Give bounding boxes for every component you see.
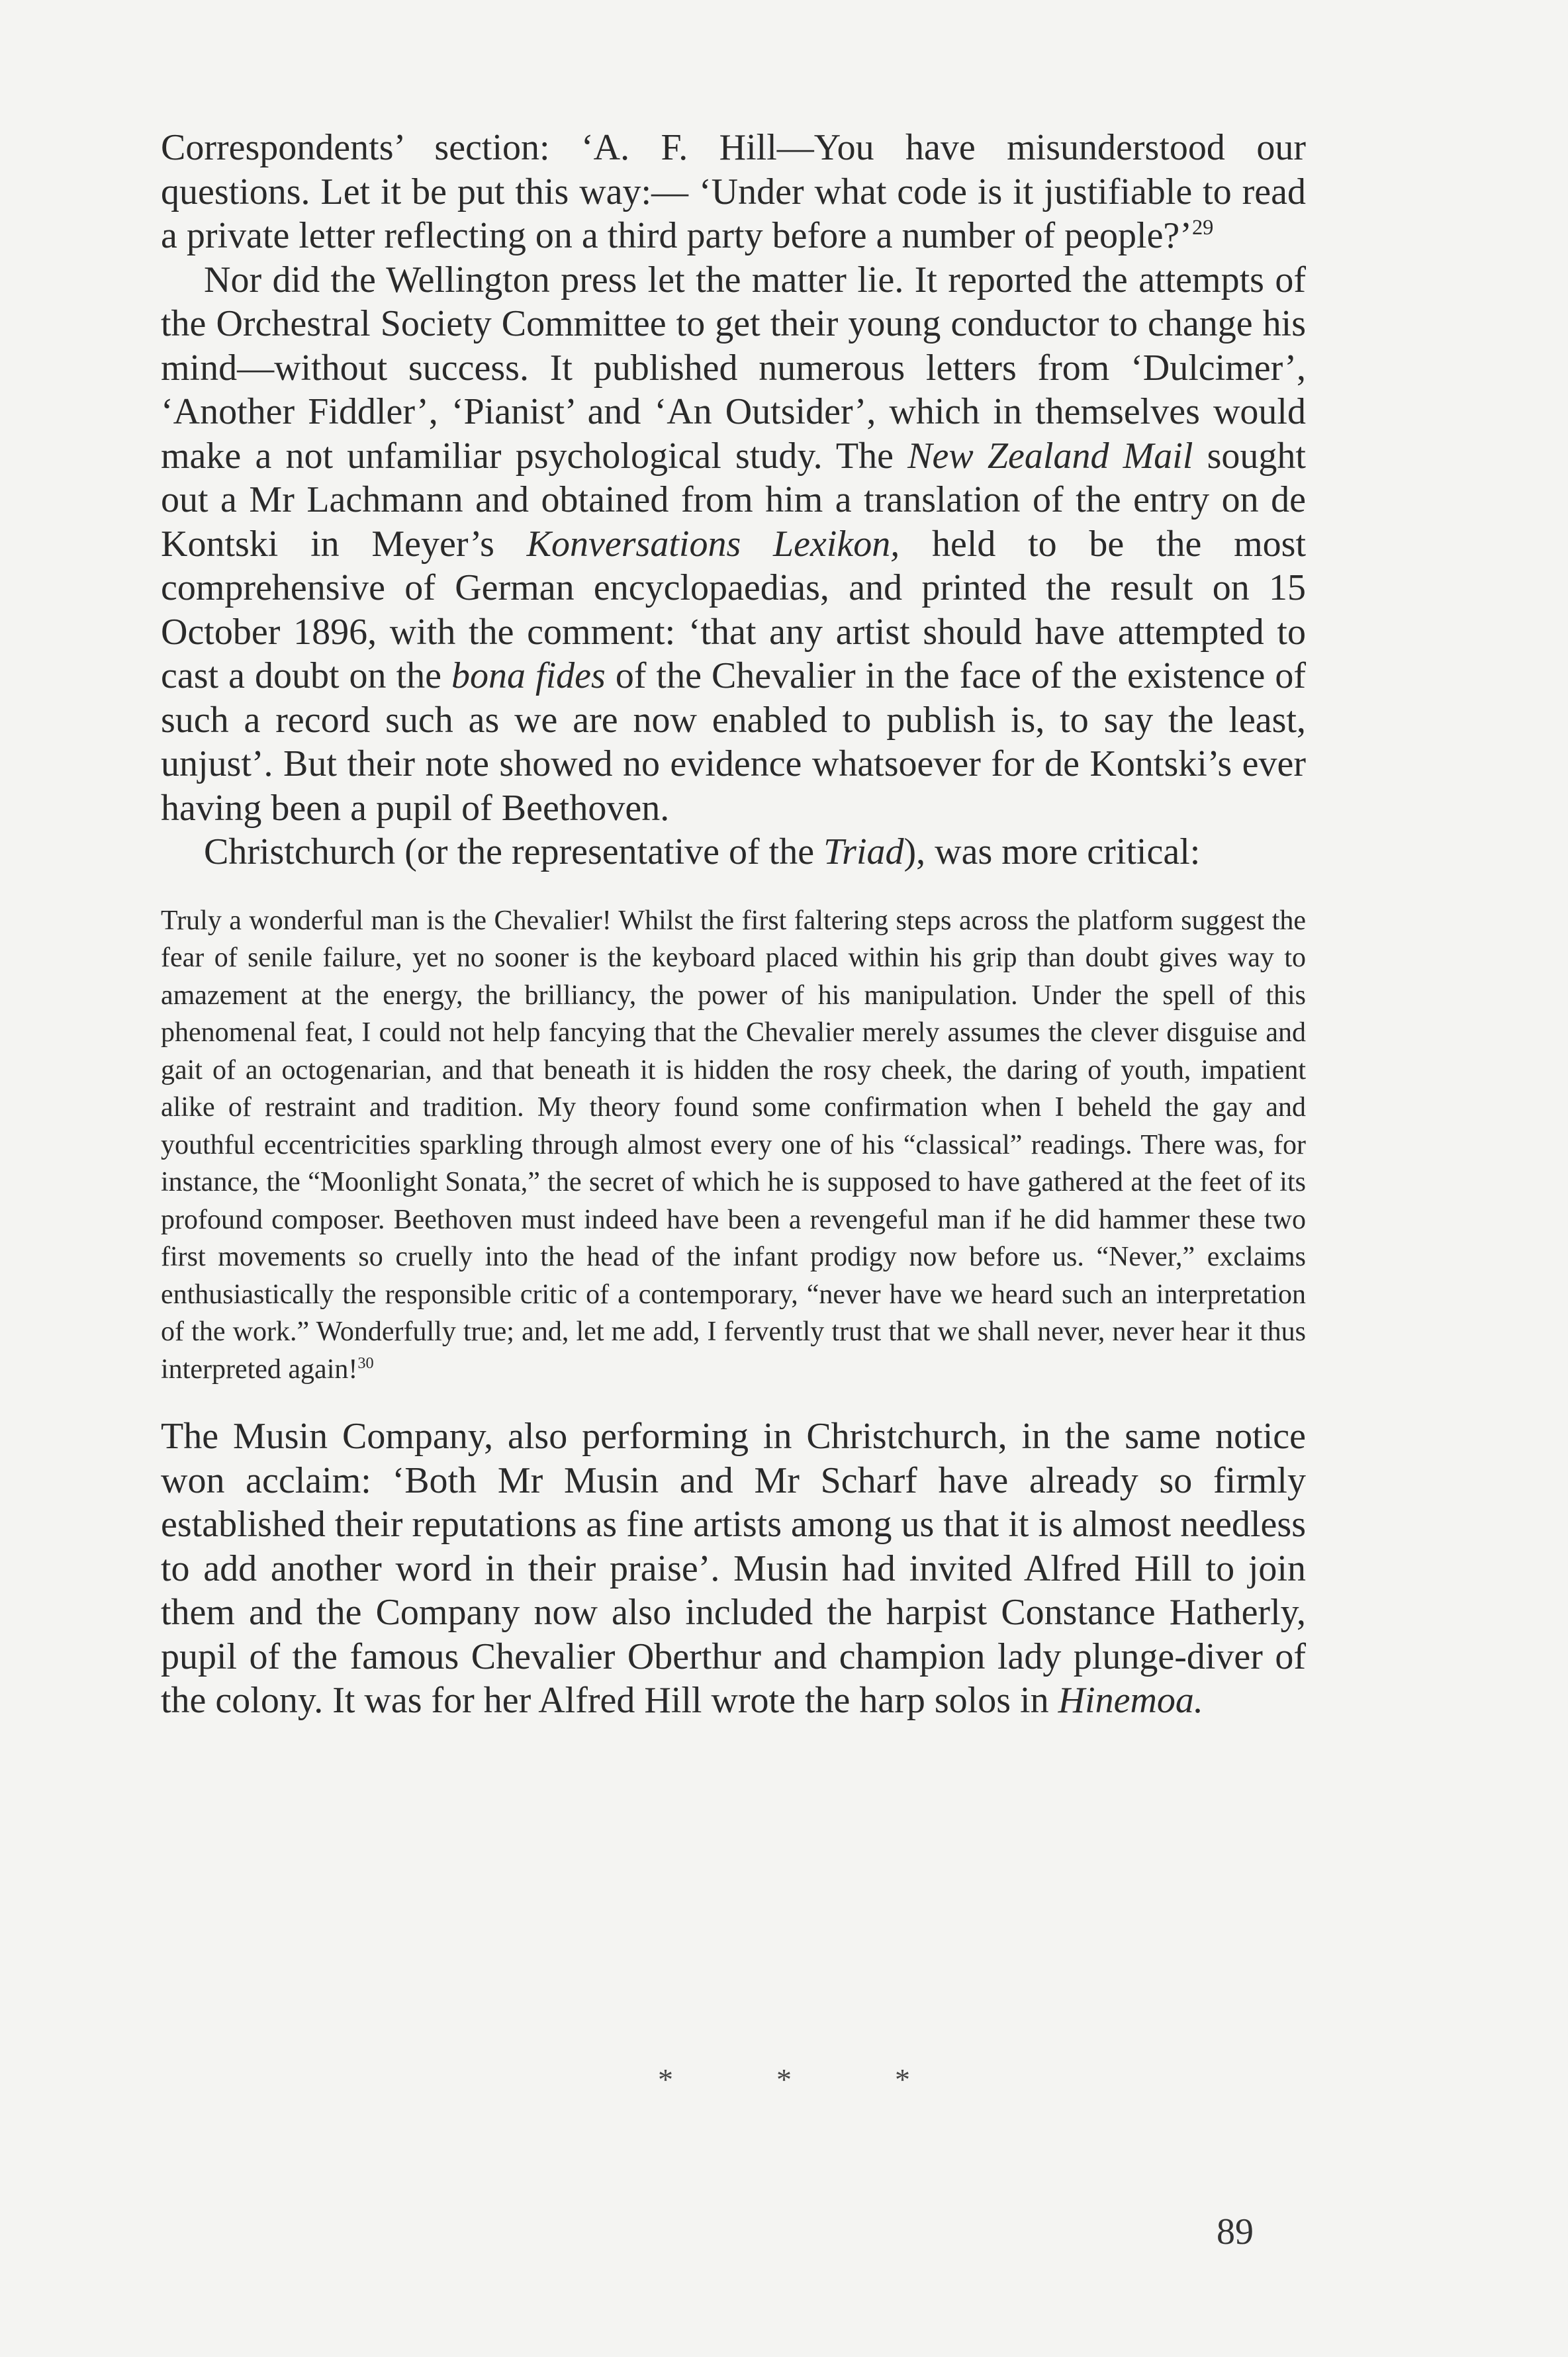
paragraph-text: ), was more critical:: [903, 831, 1201, 872]
footnote-ref-30: 30: [357, 1354, 374, 1372]
paragraph-christchurch: [161, 830, 1306, 874]
title-hinemoa: Hinemoa.: [1058, 1680, 1203, 1721]
title-konversations-lexikon: Konversations Lexikon,: [526, 523, 900, 565]
title-new-zealand-mail: New Zealand Mail: [907, 435, 1193, 477]
paragraph-text: Christchurch (or the representative of the: [204, 831, 824, 872]
section-break: [0, 2062, 1568, 2097]
title-triad: Triad: [823, 831, 904, 872]
paragraph-musin-company: [161, 1414, 1306, 1723]
phrase-bona-fides: bona fides: [451, 655, 606, 696]
page-number: 89: [1217, 2211, 1254, 2252]
asterisk: *: [895, 2062, 910, 2096]
asterisk: *: [658, 2062, 673, 2096]
footnote-ref-29: 29: [1191, 215, 1214, 240]
paragraph-text: Nor did the Wellington press let the matter lie. It reported the attempts of the Orchestral Society Committee to get their young conductor to change his mind—without success. It published numerous letters from ‘Dulcimer’, ‘Another Fiddler’, ‘Pianist’ and ‘An Outsider’, which in themselves would make a not unfamiliar psychological study. The: [161, 259, 1306, 477]
paragraph-correspondents: [161, 126, 1306, 258]
asterisk: *: [776, 2062, 792, 2096]
paragraph-text: held to be the most comprehensive of German encyclopaedias, and printed the result on 15 October 1896, with the comment: ‘that any artist should have attempted to cast a doubt on the: [161, 523, 1307, 696]
paragraph-wellington-press: [161, 258, 1306, 831]
paragraph-text: sought out a Mr Lachmann and obtained from him a translation of the entry on de Kontski in Meyer’s: [161, 435, 1306, 565]
paragraph-text: The Musin Company, also performing in Christchurch, in the same notice won acclaim: ‘Both Mr Musin and Mr Scharf have already so firmly established their reputations as fine artists among us that it is almost needless to add another word in their praise’. Musin had invited Alfred Hill to join them and the Company now also included the harpist Constance Hatherly, pupil of the famous Chevalier Oberthur and champion lady plunge-diver of the colony. It was for her Alfred Hill wrote the harp solos in: [161, 1416, 1306, 1721]
text-column: [161, 126, 1306, 1723]
block-quote: [161, 902, 1306, 1389]
quote-text: Truly a wonderful man is the Chevalier! Whilst the first faltering steps across the platform suggest the fear of senile failure, yet no sooner is the keyboard placed within his grip than doubt gives way to amazement at the energy, the brilliancy, the power of his manipulation. Under the spell of this phenomenal feat, I could not help fancying that the Chevalier merely assumes the clever disguise and gait of an octogenarian, and that beneath it is hidden the rosy cheek, the daring of youth, impatient alike of restraint and tradition. My theory found some confirmation when I beheld the gay and youthful eccentricities sparkling through almost every one of his “classical” readings. There was, for instance, the “Moonlight Sonata,” the secret of which he is supposed to have gathered at the feet of its profound composer. Beethoven must indeed have been a revengeful man if he did hammer these two first movements so cruelly into the head of the infant prodigy now before us. “Never,” exclaims enthusiastically the responsible critic of a contemporary, “never have we heard such an interpretation of the work.” Wonderfully true; and, let me add, I fervently trust that we shall never, never hear it thus interpreted again!: [161, 905, 1306, 1385]
paragraph-text: of the Chevalier in the face of the existence of such a record such as we are now enabled to publish is, to say the least, unjust’. But their note showed no evidence whatsoever for de Kontski’s ever having been a pupil of Beethoven.: [161, 655, 1307, 829]
paragraph-text: Correspondents’ section: ‘A. F. Hill—You have misunderstood our questions. Let it be put this way:— ‘Under what code is it justifiable to read a private letter reflecting on a third party before a number of people?’: [161, 127, 1306, 256]
